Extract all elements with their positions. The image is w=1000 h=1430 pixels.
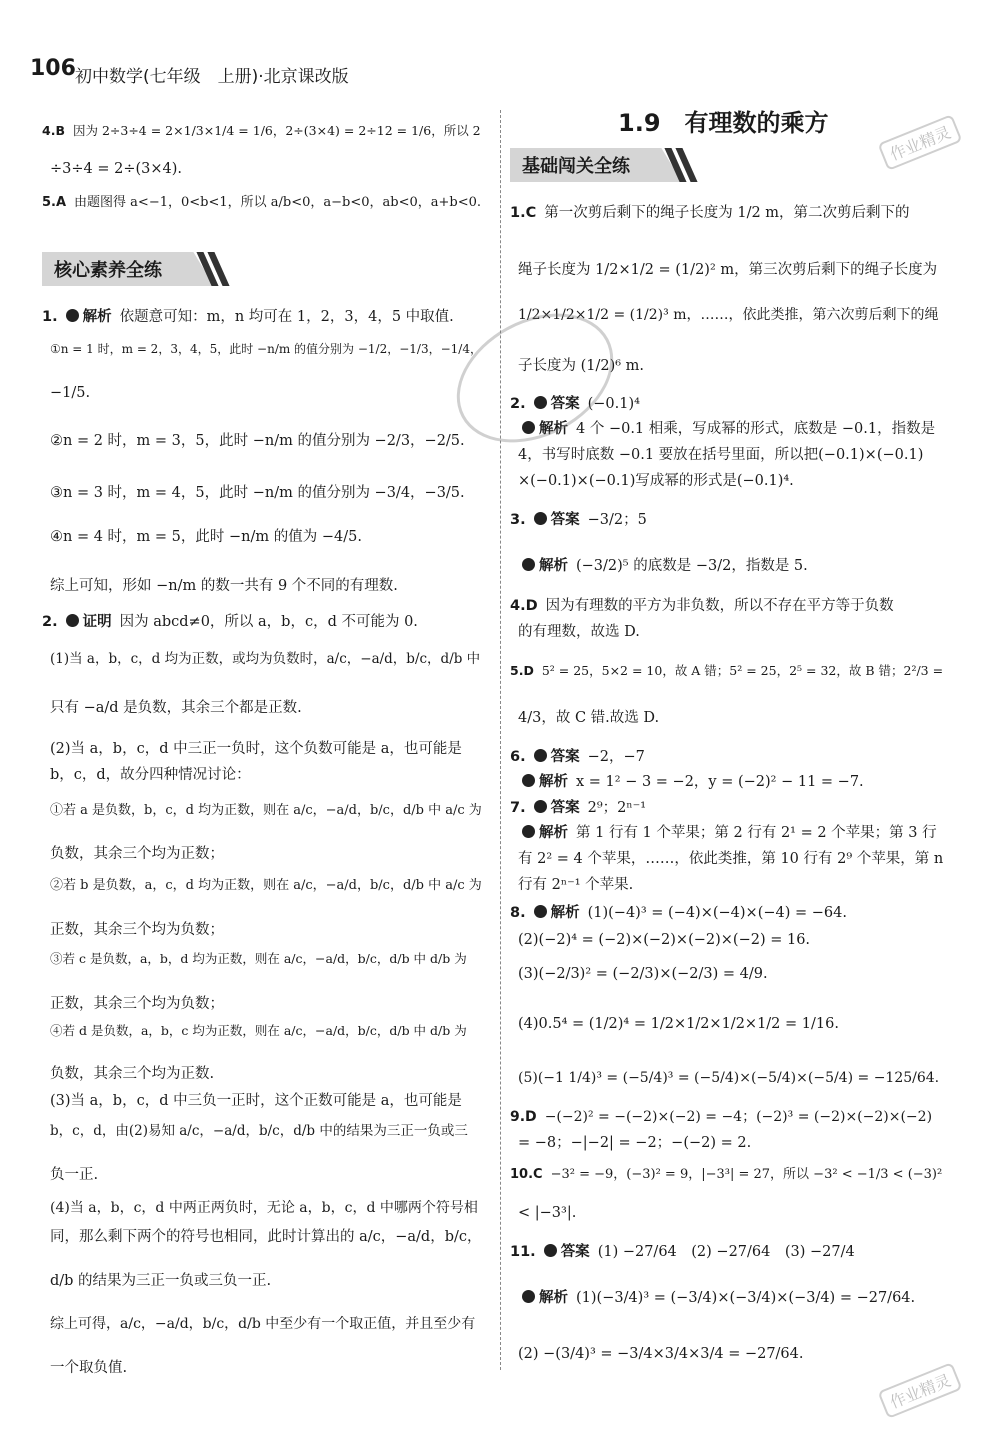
page-number: 106: [30, 56, 76, 81]
line-text: ①若 a 是负数，b，c，d 均为正数，则在 a/c，−a/d，b/c，d/b 中 a/c 为: [50, 803, 482, 818]
tag-bullet-icon: [534, 905, 547, 918]
left-line: [50, 382, 90, 404]
right-line: [518, 470, 794, 492]
line-text: ③若 c 是负数，a，b，d 均为正数，则在 a/c，−a/d，b/c，d/b 中 d/b 为: [50, 951, 467, 966]
line-text: 同，那么剩下两个的符号也相同，此时计算出的 a/c，−a/d，b/c，: [50, 1229, 482, 1245]
tag-bullet-icon: [522, 558, 535, 571]
column-divider: [500, 110, 501, 1370]
left-line: [50, 1164, 98, 1186]
label-tag: [534, 800, 580, 816]
banner-basic-label: 基础闯关全练: [522, 156, 630, 177]
line-text: (2)当 a，b，c，d 中三正一负时，这个负数可能是 a，也可能是: [50, 741, 462, 757]
right-line: [510, 202, 910, 224]
line-text: (1)当 a，b，c，d 均为正数，或均为负数时，a/c，−a/d，b/c，d/b 中: [50, 651, 481, 667]
watermark-bottom: 作业精灵: [877, 1362, 962, 1419]
tag-bullet-icon: [522, 774, 535, 787]
line-text: 4/3，故 C 错.故选 D.: [518, 710, 660, 726]
tag-bullet-icon: [544, 1244, 557, 1257]
tag-text: 解析: [550, 905, 580, 921]
left-line: [50, 1313, 475, 1335]
line-text: (3)当 a，b，c，d 中三负一正时，这个正数可能是 a，也可能是: [50, 1093, 462, 1109]
tag-text: 答案: [560, 1244, 590, 1260]
left-line: [50, 1197, 478, 1219]
line-text: (4)0.5⁴ = (1/2)⁴ = 1/2×1/2×1/2×1/2 = 1/16.: [518, 1016, 839, 1032]
label-tag: [522, 558, 568, 574]
line-text: −3² = −9，(−3)² = 9，|−3³| = 27，所以 −3² < −1/3 < (−3)²: [550, 1167, 943, 1182]
left-line: [50, 738, 462, 760]
left-line: [50, 993, 224, 1015]
line-text: < |−3³|.: [518, 1205, 577, 1221]
left-line: [50, 1357, 127, 1379]
left-line: [50, 948, 467, 970]
left-line: [42, 120, 481, 142]
right-line: [510, 595, 894, 617]
left-line: [50, 764, 251, 786]
line-text: 有 2² = 4 个苹果，……，依此类推，第 10 行有 2⁹ 个苹果，第 n: [518, 851, 944, 867]
tag-bullet-icon: [534, 800, 547, 813]
line-text: = −8；−|−2| = −2；−(−2) = 2.: [518, 1135, 752, 1151]
line-text: d/b 的结果为三正一负或三负一正.: [50, 1273, 272, 1289]
question-number: 8.: [510, 905, 526, 921]
right-line: [518, 1067, 939, 1089]
line-text: (5)(−1 1/4)³ = (−5/4)³ = (−5/4)×(−5/4)×(−5/4) = −125/64.: [518, 1070, 940, 1086]
right-line: [518, 707, 659, 729]
right-line: [510, 509, 647, 531]
right-line: [518, 1013, 839, 1035]
section-title: 1.9 有理数的乘方: [618, 109, 829, 137]
label-tag: [522, 1290, 568, 1306]
line-text: ②若 b 是负数，a，c，d 均为正数，则在 a/c，−a/d，b/c，d/b 中 a/c 为: [50, 878, 482, 893]
line-text: 依题意可知：m，n 均可在 1，2，3，4，5 中取值.: [119, 309, 454, 325]
line-text: (4)当 a，b，c，d 中两正两负时，无论 a，b，c，d 中哪两个符号相: [50, 1200, 478, 1216]
tag-text: 答案: [550, 800, 580, 816]
label-tag: [534, 749, 580, 765]
banner-core-practice: [42, 252, 222, 286]
line-text: 子长度为 (1/2)⁶ m.: [518, 358, 645, 374]
question-number: 5.D: [510, 663, 534, 678]
line-text: (2)(−2)⁴ = (−2)×(−2)×(−2)×(−2) = 16.: [518, 932, 811, 948]
right-line: [518, 1202, 576, 1224]
line-text: 综上可知，形如 −n/m 的数一共有 9 个不同的有理数.: [50, 578, 398, 594]
left-line: [50, 1063, 214, 1085]
line-text: 第 1 行有 1 个苹果；第 2 行有 2¹ = 2 个苹果；第 3 行: [576, 825, 937, 841]
line-text: ④n = 4 时，m = 5，此时 −n/m 的值为 −4/5.: [50, 529, 362, 545]
left-line: [50, 338, 482, 360]
line-text: 因为有理数的平方为非负数，所以不存在平方等于负数: [545, 598, 894, 614]
right-line: [518, 259, 937, 281]
tag-text: 证明: [82, 614, 112, 630]
left-line: [42, 306, 454, 328]
right-line: [522, 418, 935, 440]
line-text: ②n = 2 时，m = 3，5，此时 −n/m 的值分别为 −2/3，−2/5.: [50, 433, 465, 449]
line-text: 绳子长度为 1/2×1/2 = (1/2)² m，第三次剪后剩下的绳子长度为: [518, 262, 938, 278]
line-text: ÷3÷4 = 2÷(3×4).: [50, 161, 183, 177]
question-number: 4.D: [510, 598, 538, 614]
left-line: [50, 158, 182, 180]
left-line: [42, 192, 481, 214]
right-line: [518, 621, 640, 643]
tag-bullet-icon: [66, 614, 79, 627]
right-line: [522, 1287, 915, 1309]
line-text: 2⁹；2ⁿ⁻¹: [587, 800, 647, 816]
line-text: 因为 abcd≠0，所以 a，b，c，d 不可能为 0.: [119, 614, 418, 630]
line-text: (3)(−2/3)² = (−2/3)×(−2/3) = 4/9.: [518, 966, 768, 982]
line-text: (1) −27/64 (2) −27/64 (3) −27/4: [597, 1244, 855, 1260]
tag-text: 解析: [82, 309, 112, 325]
right-line: [510, 797, 646, 819]
line-text: −3/2；5: [587, 512, 647, 528]
tag-text: 答案: [550, 749, 580, 765]
label-tag: [534, 512, 580, 528]
question-number: 1.C: [510, 205, 537, 221]
question-number: 7.: [510, 800, 526, 816]
line-text: 第一次剪后剩下的绳子长度为 1/2 m，第二次剪后剩下的: [544, 205, 910, 221]
question-number: 4.B: [42, 123, 65, 138]
right-line: [518, 963, 768, 985]
right-line: [522, 822, 937, 844]
left-line: [50, 1090, 462, 1112]
line-text: ①n = 1 时，m = 2，3，4，5，此时 −n/m 的值分别为 −1/2，−1/3，−1/4，: [50, 342, 482, 356]
tag-text: 解析: [539, 558, 568, 574]
line-text: 负一正.: [50, 1167, 99, 1183]
label-tag: [66, 614, 112, 630]
question-number: 6.: [510, 749, 526, 765]
line-text: 4，书写时底数 −0.1 要放在括号里面，所以把(−0.1)×(−0.1): [518, 447, 924, 463]
label-tag: [522, 774, 568, 790]
line-text: 的有理数，故选 D.: [518, 624, 640, 640]
line-text: (1)(−4)³ = (−4)×(−4)×(−4) = −64.: [587, 905, 847, 921]
right-line: [518, 874, 633, 896]
line-text: (−3/2)⁵ 的底数是 −3/2，指数是 5.: [576, 558, 808, 574]
left-line: [50, 800, 482, 822]
line-text: 1/2×1/2×1/2 = (1/2)³ m，……，依此类推，第六次剪后剩下的绳: [518, 307, 939, 323]
line-text: −2，−7: [587, 749, 645, 765]
tag-bullet-icon: [534, 749, 547, 762]
tag-bullet-icon: [534, 512, 547, 525]
left-line: [50, 919, 224, 941]
left-line: [50, 526, 362, 548]
line-text: 因为 2÷3÷4 = 2×1/3×1/4 = 1/6，2÷(3×4) = 2÷12 = 1/6，所以 2: [72, 123, 481, 138]
line-text: 一个取负值.: [50, 1360, 128, 1376]
label-tag: [534, 905, 580, 921]
tag-bullet-icon: [522, 1290, 535, 1303]
right-line: [510, 1241, 855, 1263]
question-number: 3.: [510, 512, 526, 528]
line-text: 负数，其余三个均为正数.: [50, 1066, 215, 1082]
right-line: [522, 555, 808, 577]
question-number: 5.A: [42, 195, 67, 210]
watermark-top: 作业精灵: [877, 114, 962, 171]
left-line: [50, 1120, 468, 1142]
tag-bullet-icon: [66, 309, 79, 322]
tag-text: 答案: [550, 396, 580, 412]
line-text: 正数，其余三个均为负数；: [50, 996, 224, 1012]
left-line: [50, 482, 465, 504]
left-line: [50, 1270, 271, 1292]
right-line: [510, 1106, 932, 1128]
right-line: [510, 746, 645, 768]
question-number: 1.: [42, 309, 58, 325]
label-tag: [544, 1244, 590, 1260]
tag-text: 解析: [539, 1290, 568, 1306]
line-text: −(−2)² = −(−2)×(−2) = −4；(−2)³ = (−2)×(−2)×(−2): [544, 1109, 933, 1125]
tag-bullet-icon: [522, 825, 535, 838]
line-text: b，c，d，由(2)易知 a/c，−a/d，b/c，d/b 中的结果为三正一负或三: [50, 1123, 468, 1139]
right-line: [518, 1132, 751, 1154]
line-text: 正数，其余三个均为负数；: [50, 922, 224, 938]
label-tag: [522, 825, 568, 841]
line-text: 4 个 −0.1 相乘，写成幂的形式，底数是 −0.1，指数是: [576, 421, 936, 437]
left-line: [50, 875, 482, 897]
right-line: [510, 902, 847, 924]
line-text: −1/5.: [50, 385, 91, 401]
left-line: [50, 430, 465, 452]
left-line: [50, 1020, 467, 1042]
left-line: [42, 611, 418, 633]
line-text: 5² = 25，5×2 = 10，故 A 错；5² = 25，2⁵ = 32，故 B 错；2²/3 =: [541, 663, 944, 678]
banner-core-label: 核心素养全练: [54, 260, 162, 281]
line-text: 负数，其余三个均为正数；: [50, 846, 224, 862]
line-text: x = 1² − 3 = −2，y = (−2)² − 11 = −7.: [576, 774, 864, 790]
label-tag: [66, 309, 112, 325]
right-line: [518, 929, 810, 951]
right-line: [518, 1343, 804, 1365]
left-line: [50, 697, 302, 719]
line-text: ×(−0.1)×(−0.1)写成幂的形式是(−0.1)⁴.: [518, 473, 794, 489]
banner-basic-practice: [510, 148, 690, 182]
left-line: [50, 843, 224, 865]
page-header-title: 初中数学(七年级 上册)·北京课改版: [75, 67, 349, 87]
question-number: 2.: [42, 614, 58, 630]
tag-text: 解析: [539, 825, 568, 841]
line-text: (−0.1)⁴: [587, 396, 640, 412]
tag-text: 解析: [539, 421, 568, 437]
question-number: 10.C: [510, 1167, 543, 1182]
line-text: (2) −(3/4)³ = −3/4×3/4×3/4 = −27/64.: [518, 1346, 804, 1362]
question-number: 2.: [510, 396, 526, 412]
line-text: b，c，d，故分四种情况讨论：: [50, 767, 251, 783]
line-text: 行有 2ⁿ⁻¹ 个苹果.: [518, 877, 634, 893]
right-line: [510, 1164, 942, 1186]
line-text: 由题图得 a<−1，0<b<1，所以 a/b<0，a−b<0，ab<0，a+b<0.: [74, 195, 482, 210]
right-line: [522, 771, 864, 793]
line-text: 综上可得，a/c，−a/d，b/c，d/b 中至少有一个取正值，并且至少有: [50, 1316, 476, 1332]
left-line: [50, 648, 480, 670]
right-line: [518, 848, 943, 870]
question-number: 9.D: [510, 1109, 537, 1125]
line-text: (1)(−3/4)³ = (−3/4)×(−3/4)×(−3/4) = −27/64.: [576, 1290, 916, 1306]
left-line: [50, 575, 398, 597]
tag-text: 解析: [539, 774, 568, 790]
question-number: 11.: [510, 1244, 536, 1260]
line-text: 只有 −a/d 是负数，其余三个都是正数.: [50, 700, 302, 716]
tag-text: 答案: [550, 512, 580, 528]
left-line: [50, 1226, 482, 1248]
right-line: [518, 444, 923, 466]
line-text: ③n = 3 时，m = 4，5，此时 −n/m 的值分别为 −3/4，−3/5.: [50, 485, 465, 501]
right-line: [510, 660, 943, 682]
line-text: ④若 d 是负数，a，b，c 均为正数，则在 a/c，−a/d，b/c，d/b 中 d/b 为: [50, 1023, 467, 1038]
